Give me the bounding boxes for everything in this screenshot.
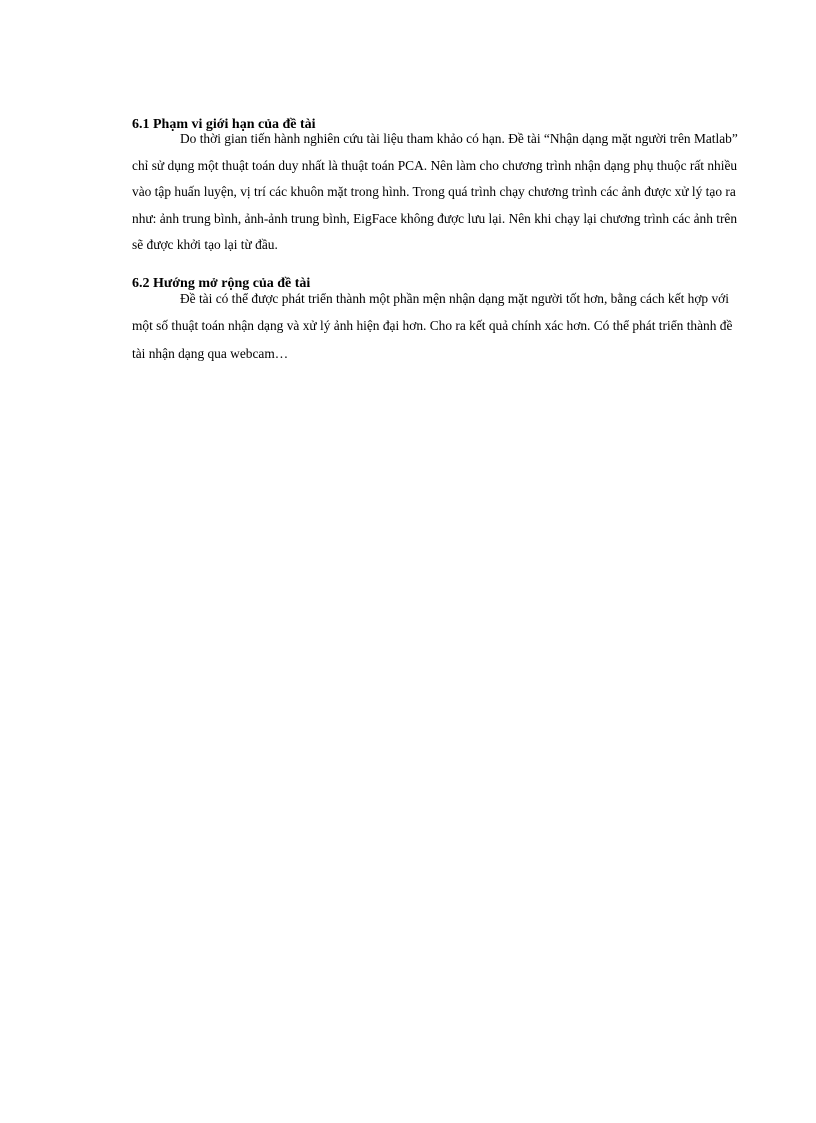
section-body-scope-limits: Do thời gian tiến hành nghiên cứu tài liệu tham khảo có hạn. Đề tài “Nhận dạng mặt người trên Matlab” chỉ sử dụng một thuật toán duy nhất là thuật toán PCA. Nên làm cho chương trình nhận dạng phụ thuộc rất nhiều vào tập huấn luyện, vị trí các khuôn mặt trong hình. Trong quá trình chạy chương trình các ảnh được xử lý tạo ra như: ảnh trung bình, ảnh-ảnh trung bình, EigFace không được lưu lại. Nên khi chạy lại chương trình các ảnh trên sẽ được khởi tạo lại từ đầu. bbox=[132, 131, 738, 252]
section-future-work bbox=[132, 275, 744, 368]
section-heading-future-work: 6.2 Hướng mở rộng của đề tài bbox=[132, 275, 311, 291]
section-scope-limits bbox=[132, 116, 744, 259]
section-heading-scope-limits: 6.1 Phạm vi giới hạn của đề tài bbox=[132, 117, 316, 132]
section-body-future-work: Đề tài có thể được phát triển thành một phần mện nhận dạng mặt người tốt hơn, bằng cách kết hợp với một số thuật toán nhận dạng và xử lý ảnh hiện đại hơn. Cho ra kết quả chính xác hơn. Có thể phát triển thành đề tài nhận dạng qua webcam… bbox=[132, 290, 733, 361]
document-content bbox=[132, 116, 744, 383]
